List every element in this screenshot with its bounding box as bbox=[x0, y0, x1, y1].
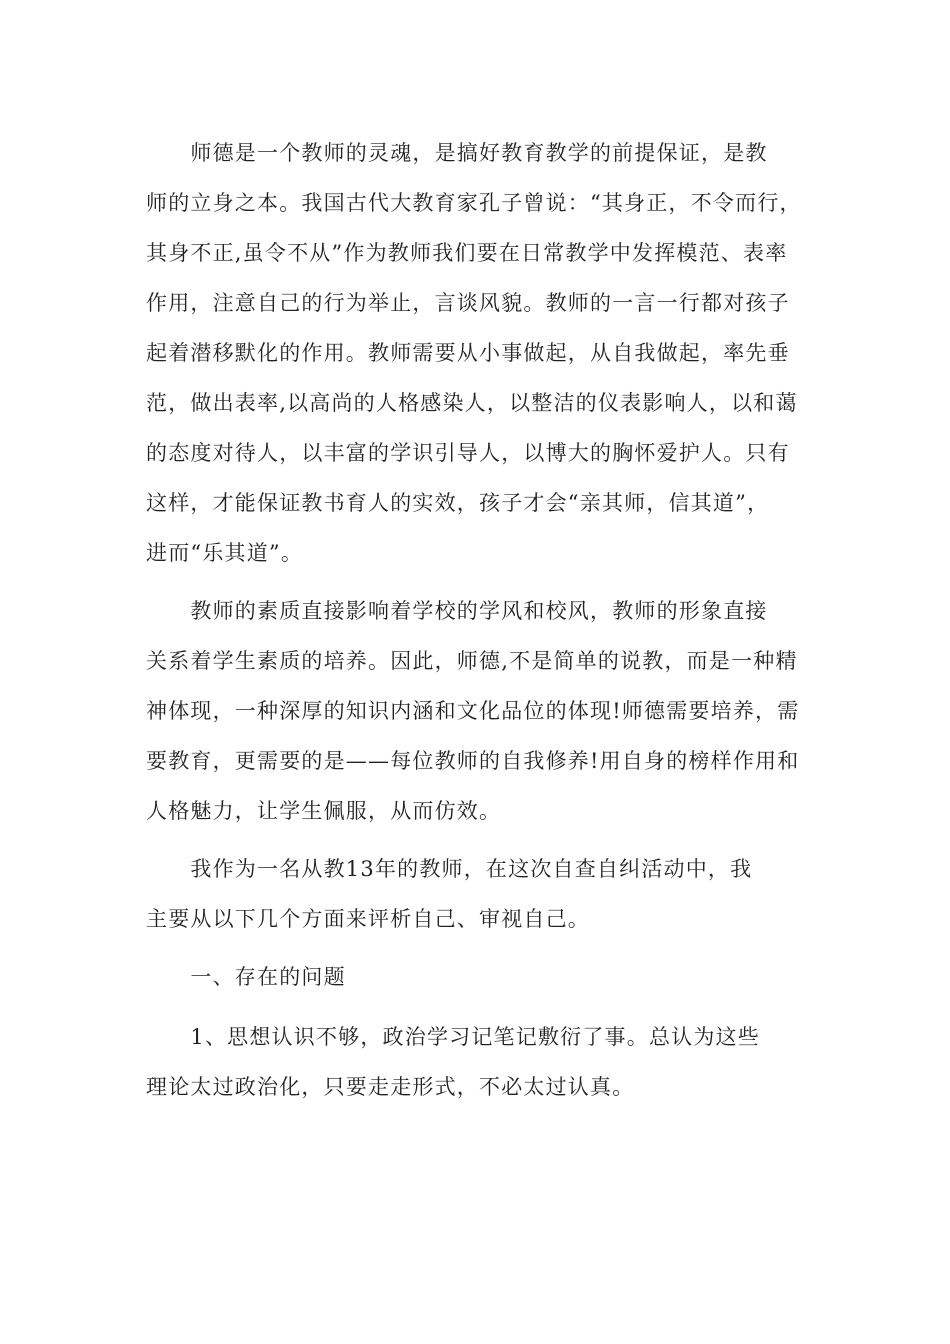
paragraph-3 bbox=[146, 856, 806, 932]
text-line: 师的立身之本。我国古代大教育家孔子曾说：“其身正，不令而行， bbox=[146, 191, 802, 215]
text-line: 我作为一名从教13年的教师，在这次自查自纠活动中，我 bbox=[146, 857, 753, 881]
text-line: 范，做出表率,以高尚的人格感染人，以整洁的仪表影响人，以和蔼 bbox=[146, 391, 798, 415]
text-line: 人格魅力，让学生佩服，从而仿效。 bbox=[146, 799, 502, 823]
text-line: 神体现，一种深厚的知识内涵和文化品位的体现!师德需要培养，需 bbox=[146, 699, 800, 723]
text-line: 一、存在的问题 bbox=[146, 965, 346, 989]
text-line: 作用，注意自己的行为举止，言谈风貌。教师的一言一行都对孩子 bbox=[146, 291, 790, 315]
text-line: 1、思想认识不够，政治学习记笔记敷衍了事。总认为这些 bbox=[146, 1025, 760, 1049]
text-line: 其身不正,虽令不从”作为教师我们要在日常教学中发挥模范、表率 bbox=[146, 241, 788, 265]
paragraph-4 bbox=[146, 1024, 806, 1100]
text-line: 要教育，更需要的是——每位教师的自我修养!用自身的榜样作用和 bbox=[146, 749, 800, 773]
text-line: 师德是一个教师的灵魂，是搞好教育教学的前提保证，是教 bbox=[146, 141, 768, 165]
text-line: 起着潜移默化的作用。教师需要从小事做起，从自我做起，率先垂 bbox=[146, 341, 790, 365]
text-line: 的态度对待人，以丰富的学识引导人，以博大的胸怀爱护人。只有 bbox=[146, 441, 790, 465]
section-heading bbox=[146, 964, 806, 990]
text-line: 进而“乐其道”。 bbox=[146, 541, 304, 565]
paragraph-1 bbox=[146, 140, 806, 566]
paragraph-2 bbox=[146, 598, 806, 824]
text-line: 主要从以下几个方面来评析自己、审视自己。 bbox=[146, 907, 590, 931]
text-line: 关系着学生素质的培养。因此，师德,不是简单的说教，而是一种精 bbox=[146, 649, 798, 673]
text-line: 教师的素质直接影响着学校的学风和校风，教师的形象直接 bbox=[146, 599, 768, 623]
text-line: 理论太过政治化，只要走走形式，不必太过认真。 bbox=[146, 1075, 635, 1099]
text-line: 这样，才能保证教书育人的实效，孩子才会“亲其师，信其道”， bbox=[146, 491, 770, 515]
